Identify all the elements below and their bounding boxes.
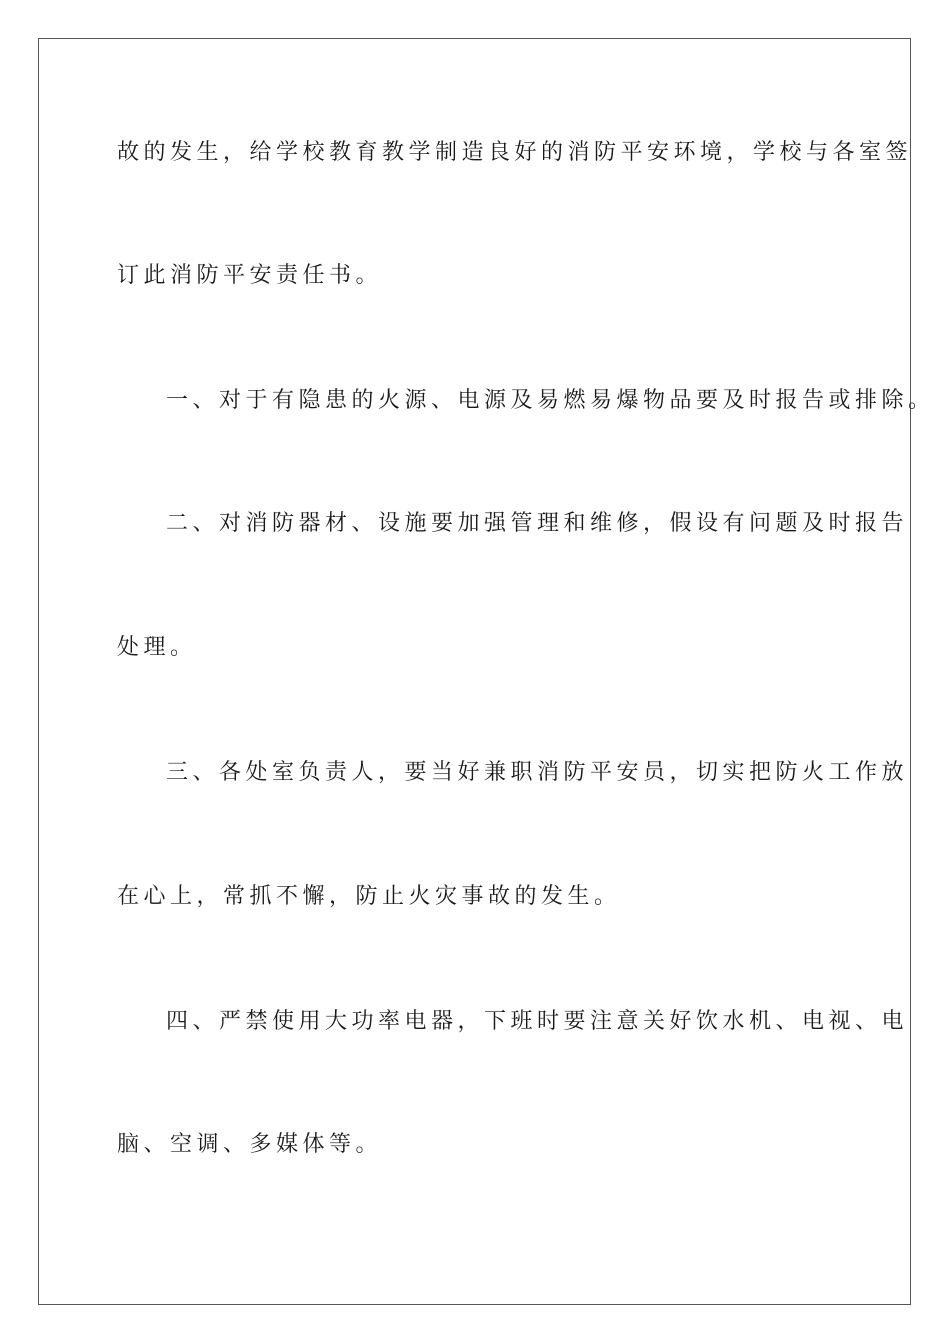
page-frame bbox=[38, 38, 911, 1305]
clause-3-text: 三、各处室负责人，要当好兼职消防平安员，切实把防火工作放 bbox=[166, 760, 909, 785]
clause-3-continuation: 在心上，常抓不懈，防止火灾事故的发生。 bbox=[117, 884, 621, 909]
clause-4-continuation: 脑、空调、多媒体等。 bbox=[117, 1132, 383, 1157]
clause-1-text: 一、对于有隐患的火源、电源及易燃易爆物品要及时报告或排除。 bbox=[166, 388, 935, 413]
clause-2-text: 二、对消防器材、设施要加强管理和维修，假设有问题及时报告 bbox=[166, 511, 909, 536]
clause-2-continuation: 处理。 bbox=[117, 635, 197, 660]
body-text-line: 故的发生，给学校教育教学制造良好的消防平安环境，学校与各室签 bbox=[117, 140, 913, 165]
clause-4-text: 四、严禁使用大功率电器，下班时要注意关好饮水机、电视、电 bbox=[166, 1009, 909, 1034]
body-text-line: 订此消防平安责任书。 bbox=[117, 263, 383, 288]
